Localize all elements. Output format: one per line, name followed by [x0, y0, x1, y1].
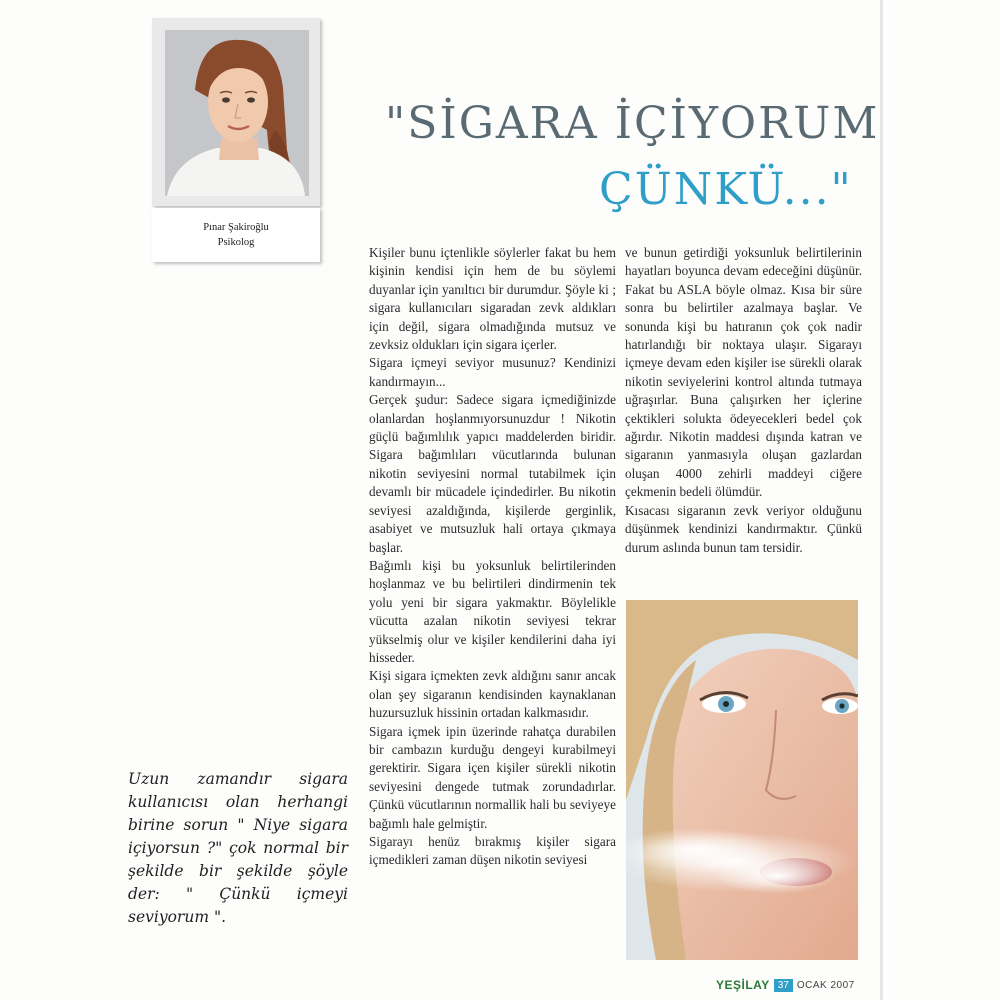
author-portrait-illustration	[165, 30, 309, 196]
article-column-2	[625, 244, 862, 557]
paragraph: Bağımlı kişi bu yoksunluk belirtilerinden hoşlanmaz ve bu belirtileri dindirmenin tek yolu yeni bir sigara yakmaktır. Böylelikle vücutta azalan nikotin seviyesi tekrar yükselmiş olur ve kişiler kendilerini daha iyi hisseder.	[369, 557, 616, 665]
author-title: Psikolog	[217, 237, 255, 248]
woman-exhaling-smoke-photo	[626, 600, 858, 960]
paragraph: Kişi sigara içmekten zevk aldığını sanır ancak olan şey sigaranın kendisinden kaynaklanan huzursuzluk hissinin ortadan kalkmasıdır.	[369, 668, 616, 721]
paragraph: Kişiler bunu içtenlikle söylerler fakat bu hem kişinin kendisi için hem de bu söylemi duyanlar için yanıltıcı bir durumdur. Şöyle ki ; sigara kullanıcıları sigaradan zevk aldıkları için değil, sigara olmadığında mutsuz ve zevksiz oldukları için sigara içerler.	[369, 245, 616, 353]
woman-face-illustration	[626, 600, 858, 960]
author-photo-frame	[152, 18, 320, 206]
page-number: 37	[774, 979, 793, 992]
author-caption	[152, 208, 320, 262]
paragraph: Gerçek şudur: Sadece sigara içmediğinizde olanlardan hoşlanmıyorsunuzdur ! Nikotin güçlü bağımlılık yapıcı maddelerden biridir. Sigara bağımlıları vücutlarında bulunan nikotin seviyesini normal tutabilmek için devamlı bir mücadele içindedirler. Bu nikotin seviyesi azaldığında, kişilerde gerginlik, asabiyet ve mutsuzluk hali ortaya çıkmaya başlar.	[369, 392, 616, 555]
paragraph: Kısacası sigaranın zevk veriyor olduğunu düşünmek kendinizi kandırmaktır. Çünkü durum aslında bunun tam tersidir.	[625, 502, 862, 555]
page-footer	[716, 976, 855, 994]
headline-line-2: ÇÜNKÜ..."	[599, 164, 853, 215]
author-photo	[165, 30, 309, 196]
article-column-1	[369, 244, 616, 870]
paragraph: Sigara içmeyi seviyor musunuz? Kendinizi kandırmayın...	[369, 355, 616, 389]
issue-date: OCAK 2007	[796, 979, 855, 991]
paragraph: Sigara içmek ipin üzerinde rahatça durabilen bir cambazın kurduğu dengeyi kurabilmeyi gerektirir. Sigara içen kişiler sürekli nikotin seviyesini dengede tutmak zorundadırlar. Çünkü vücutlarının normallik hali bu seviyeye bağımlı hale gelmiştir.	[369, 723, 616, 831]
yesilay-logo: YEŞİLAY	[716, 978, 770, 992]
headline-line-1: "SİGARA İÇİYORUM	[385, 98, 880, 149]
page-gutter	[880, 0, 883, 1000]
author-name: Pınar Şakiroğlu	[203, 222, 269, 233]
paragraph: Sigarayı henüz bırakmış kişiler sigara içmedikleri zaman düşen nikotin seviyesi	[369, 834, 616, 868]
pull-quote: Uzun zamandır sigara kullanıcısı olan herhangi birine sorun " Niye sigara içiyorsun ?" çok normal bir şekilde bir şekilde şöyle der: " Çünkü içmeyi seviyorum ".	[128, 770, 348, 926]
paragraph: ve bunun getirdiği yoksunluk belirtilerinin hayatları boyunca devam edeceğini düşünür. Fakat bu ASLA böyle olmaz. Kısa bir süre sonra bu belirtiler azalmaya başlar. Ve sonunda kişi bu hatıranın çok çok nadir hatırlandığı bir noktaya ulaşır. Sigarayı içmeye devam eden kişiler ise sürekli olarak nikotin seviyelerini kontrol altında tutmaya uğraşırlar. Buna çalışırken her içlerine çektikleri solukta ödeyecekleri bedel çok ağırdır. Nikotin maddesi dışında katran ve sigaranın yanmasıyla oluşan gazlardan oluşan 4000 zehirli maddeyi ciğere çekmenin bedeli ölümdür.	[625, 245, 862, 500]
